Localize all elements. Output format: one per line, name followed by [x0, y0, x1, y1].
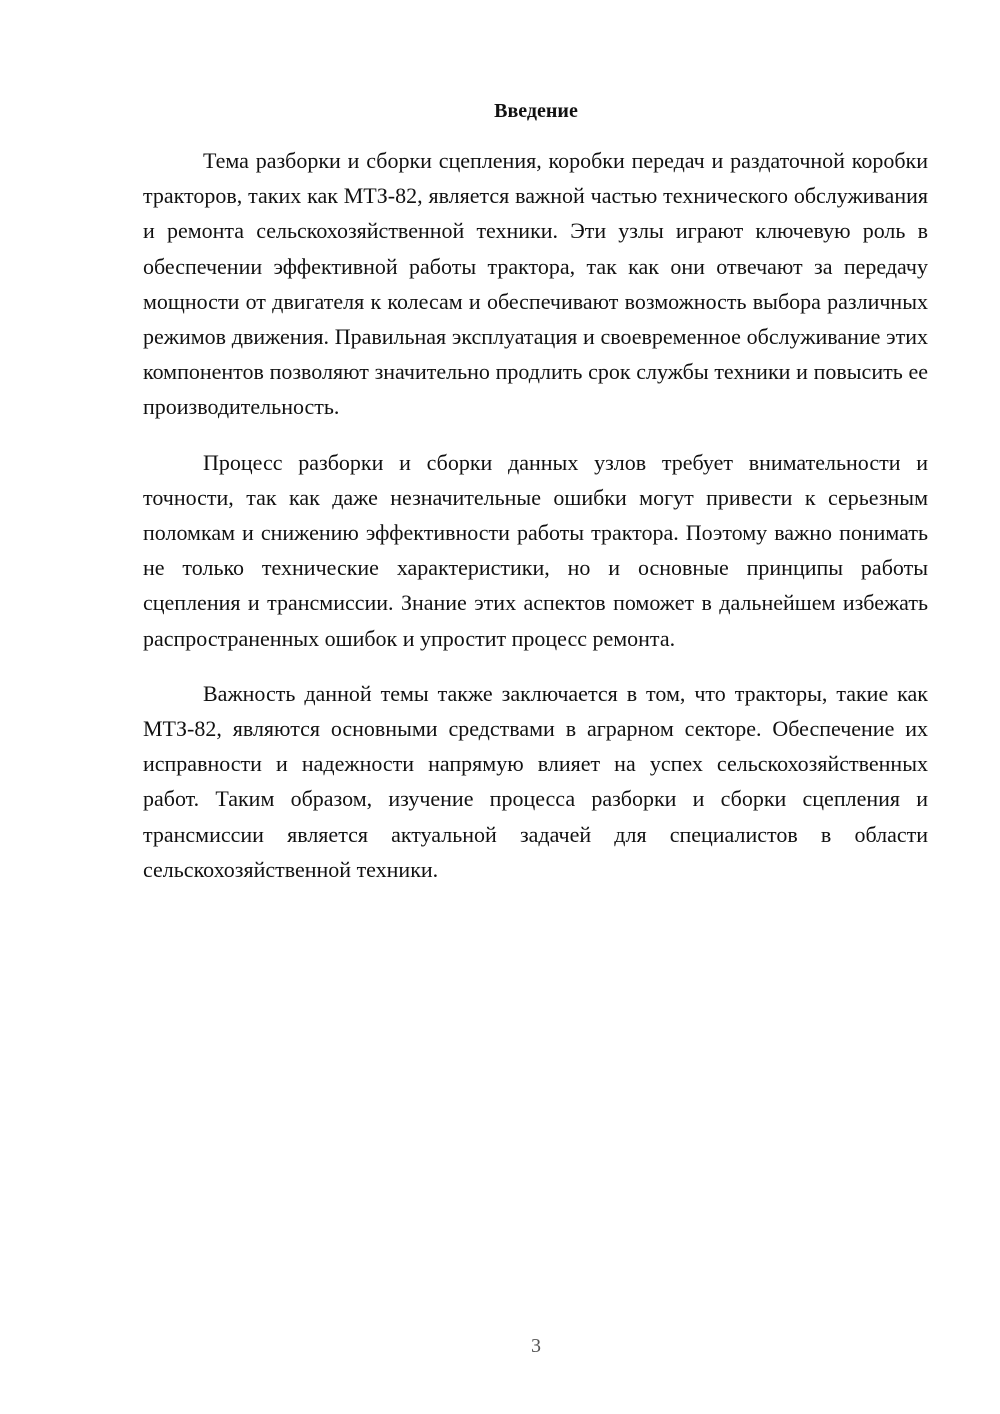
page-title: Введение	[494, 100, 578, 122]
paragraph-2: Процесс разборки и сборки данных узлов требует внимательности и точности, так как даже незначительные ошибки могут привести к серьезным поломкам и снижению эффективности работы трактора. Поэтому важно понимать не только технические характеристики, но и основные принципы работы сцепления и трансмиссии. Знание этих аспектов поможет в дальнейшем избежать распространенных ошибок и упростит процесс ремонта.	[143, 449, 928, 651]
paragraph-3: Важность данной темы также заключается в том, что тракторы, такие как МТЗ-82, являются основными средствами в аграрном секторе. Обеспечение их исправности и надежности напрямую влияет на успех сельскохозяйственных работ. Таким образом, изучение процесса разборки и сборки сцепления и трансмиссии является актуальной задачей для специалистов в области сельскохозяйственной техники.	[143, 680, 928, 882]
paragraph-1: Тема разборки и сборки сцепления, коробки передач и раздаточной коробки тракторов, таких как МТЗ-82, является важной частью технического обслуживания и ремонта сельскохозяйственной техники. Эти узлы играют ключевую роль в обеспечении эффективной работы трактора, так как они отвечают за передачу мощности от двигателя к колесам и обеспечивают возможность выбора различных режимов движения. Правильная эксплуатация и своевременное обслуживание этих компонентов позволяют значительно продлить срок службы техники и повысить ее производительность.	[143, 148, 928, 420]
body-text	[143, 143, 928, 907]
page-number: 3	[531, 1335, 541, 1357]
